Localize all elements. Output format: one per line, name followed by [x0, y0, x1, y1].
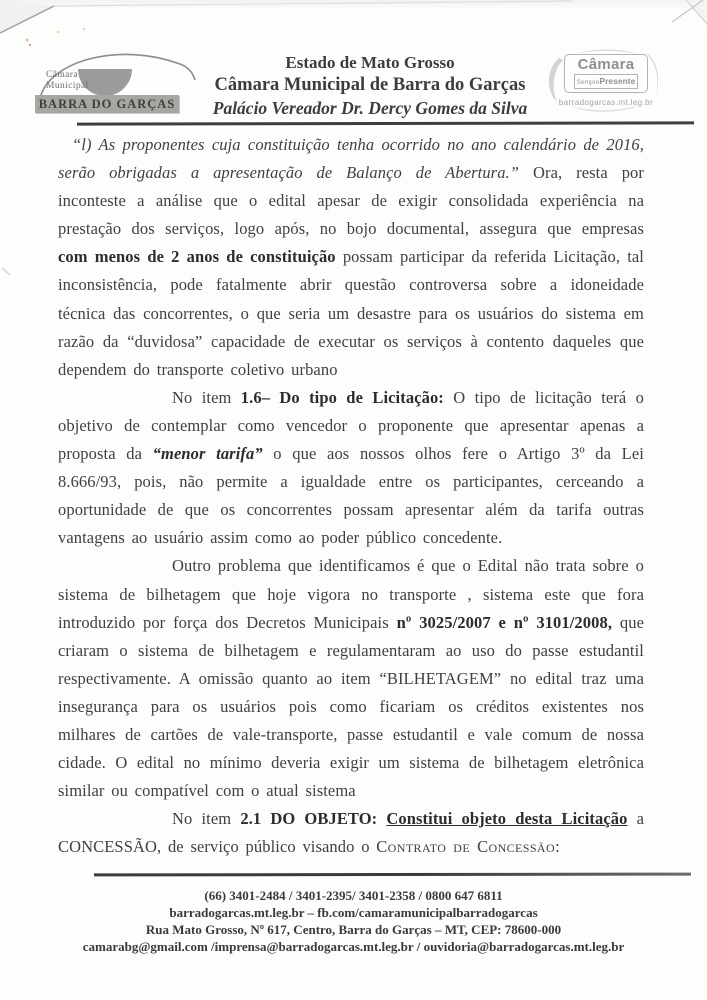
right-logo-box — [564, 54, 649, 93]
p2-bold-italic-menor-tarifa: “menor tarifa” — [152, 444, 263, 464]
header-building: Palácio Vereador Dr. Dercy Gomes da Silva — [212, 98, 528, 118]
page-footer — [0, 887, 707, 955]
right-logo-subtitle-bold: Presente — [599, 76, 636, 86]
p3-text-2: que criaram o sistema de bilhetagem e regulamentaram ao uso do passe estudantil respectivamente. A omissão quanto ao item “BILHETAGEM” no edital traz uma insegurança para os usuários pois como ficariam os créditos existentes nos milhares de cartões de vale-transporte, passe estudantil e vale comum de nossa cidade. O edital no mínimo deveria exigir um sistema de bilhetagem eletrônica similar ou compatível com o atual sistema — [58, 612, 644, 801]
letterhead-title-block — [168, 52, 572, 120]
header-organization: Câmara Municipal de Barra do Garças — [214, 75, 526, 95]
right-logo-title: Câmara — [577, 56, 635, 73]
left-logo-name-line2: Municipal — [46, 81, 89, 91]
p1-bold-constituicao: com menos de 2 anos de constituição — [58, 247, 336, 267]
p2-text-1: No item — [172, 387, 241, 407]
p2-text-3: o que aos nossos olhos fere o Artigo 3º da Lei 8.666/93, pois, não permite a igualdade entre os participantes, cerceando a oportunidade de que os concorrentes possam apresentar além da tarifa outras vantagens ao usuário assim como ao poder público concedente. — [58, 444, 644, 548]
right-logo-url: barradogarcas.mt.leg.br — [558, 98, 654, 107]
p4-text-2: a CONCESSÃO, de serviço público visando o — [58, 809, 644, 857]
footer-phones: (66) 3401-2484 / 3401-2395/ 3401-2358 / 0800 647 6811 — [204, 888, 503, 903]
paragraph-item-2-1 — [58, 805, 644, 861]
p2-bold-tipo-licitacao: 1.6– Do tipo de Licitação: — [240, 387, 444, 407]
footer-emails: camarabg@gmail.com /imprensa@barradogarcas.mt.leg.br / ouvidoria@barradogarcas.mt.leg.br — [82, 939, 625, 954]
p1-text-2: possam participar da referida Licitação, tal inconsistência, pode fatalmente abrir questão controversa sobre a idoneidade técnica das concorrentes, o que seria um desastre para os usuários do sistema em razão da “duvidosa” capacidade de executar os serviços à contento daqueles que dependem do transporte coletivo urbano — [58, 247, 644, 379]
left-logo-banner: BARRA DO GARÇAS — [35, 95, 179, 113]
left-logo-name — [46, 70, 89, 92]
p4-bold-do-objeto: 2.1 DO OBJETO: — [240, 809, 387, 829]
p3-text-1: Outro problema que identificamos é que o Edital não trata sobre o sistema de bilhetagem que hoje vigora no transporte , sistema este que fora introduzido por força dos Decretos Municipais — [58, 556, 644, 632]
header-state: Estado de Mato Grosso — [285, 53, 455, 72]
p1-text-1: Ora, resta por inconteste a análise que o edital apesar de exigir consolidada experiência na prestação dos serviços, logo após, no bojo documental, assegura que empresas — [58, 163, 644, 239]
footer-address: Rua Mato Grosso, Nº 617, Centro, Barra do Garças – MT, CEP: 78600-000 — [145, 922, 562, 937]
document-body — [58, 131, 644, 861]
footer-web-social: barradogarcas.mt.leg.br – fb.com/camaramunicipalbarradogarcas — [169, 905, 538, 920]
p4-underline-objeto-licitacao: Constitui objeto desta Licitação — [386, 809, 628, 829]
p2-text-2: O tipo de licitação terá o objetivo de contemplar como vencedor o proponente que apresentar apenas a proposta da — [58, 387, 645, 464]
right-logo — [541, 46, 671, 122]
paragraph-balanco-abertura — [58, 131, 644, 384]
left-logo-name-line1: Câmara — [46, 70, 78, 80]
p4-text-1: No item — [172, 809, 241, 829]
footer-divider — [94, 873, 691, 877]
paragraph-item-1-6 — [58, 384, 644, 553]
letterhead — [0, 0, 707, 125]
p1-quoted-italic: “l) As proponentes cuja constituição tenha ocorrido no ano calendário de 2016, serão obrigadas a apresentação de Balanço de Abertura.” — [58, 135, 644, 183]
p4-smallcaps-contrato: Contrato de Concessão: — [376, 837, 561, 857]
paragraph-bilhetagem — [58, 552, 644, 805]
right-logo-subtitle-small: Sempre — [576, 79, 600, 86]
right-logo-subtitle — [574, 74, 639, 89]
p3-bold-decretos: nº 3025/2007 e nº 3101/2008, — [396, 612, 613, 632]
